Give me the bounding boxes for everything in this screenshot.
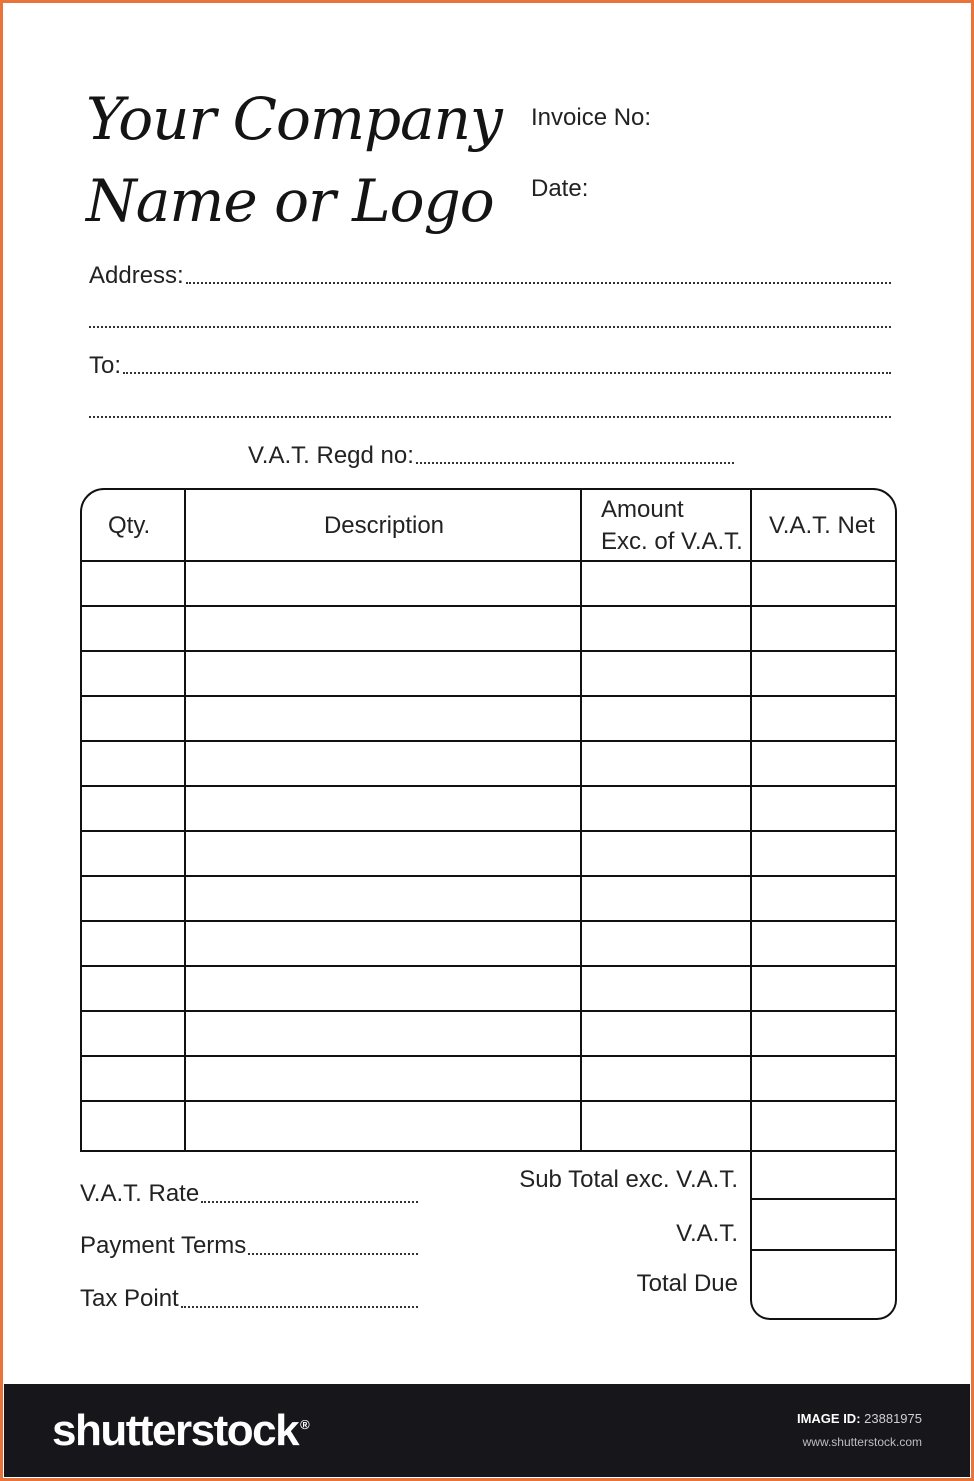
table-row-line xyxy=(82,920,895,922)
brand-text: shutterstock xyxy=(52,1406,299,1455)
table-row-line xyxy=(82,1055,895,1057)
header-bottom-line xyxy=(82,560,895,562)
to-dotted-line-2 xyxy=(89,416,891,418)
payment-terms-dotted-line xyxy=(248,1253,418,1255)
logo-line-2: Name or Logo xyxy=(86,167,494,235)
shutterstock-logo xyxy=(52,1406,308,1456)
table-row-line xyxy=(82,695,895,697)
column-divider xyxy=(580,490,582,1150)
table-row-line xyxy=(82,650,895,652)
to-label: To: xyxy=(89,352,122,379)
to-dotted-line xyxy=(123,372,891,374)
header-amount xyxy=(582,490,752,562)
vat-regd-field xyxy=(248,442,734,470)
address-label: Address: xyxy=(89,262,184,289)
image-id-label: IMAGE ID: xyxy=(796,1411,861,1426)
table-row-line xyxy=(82,1100,895,1102)
header-description: Description xyxy=(323,512,445,539)
totals-divider xyxy=(752,1198,895,1200)
vat-total-label: V.A.T. xyxy=(676,1220,738,1247)
invoice-no-label: Invoice No: xyxy=(531,104,652,131)
vat-rate-dotted-line xyxy=(201,1201,418,1203)
invoice-items-table xyxy=(80,488,897,1152)
vat-rate-label: V.A.T. Rate xyxy=(80,1180,200,1207)
header-amount-line-1: Amount xyxy=(601,496,684,523)
subtotal-label: Sub Total exc. V.A.T. xyxy=(519,1166,738,1193)
logo-line-1: Your Company xyxy=(86,85,502,153)
table-row-line xyxy=(82,875,895,877)
address-field xyxy=(89,262,891,290)
company-logo-placeholder xyxy=(86,78,502,242)
table-row-line xyxy=(82,965,895,967)
totals-box xyxy=(750,1150,897,1320)
header-qty: Qty. xyxy=(108,512,151,539)
table-row-line xyxy=(82,1010,895,1012)
tax-point-dotted-line xyxy=(181,1306,418,1308)
header-amount-line-2: Exc. of V.A.T. xyxy=(601,528,743,555)
image-id xyxy=(797,1411,922,1426)
column-divider xyxy=(750,490,752,1150)
registered-icon: ® xyxy=(300,1417,309,1433)
table-row-line xyxy=(82,740,895,742)
payment-terms-field xyxy=(80,1232,418,1260)
vat-regd-label: V.A.T. Regd no: xyxy=(248,442,414,469)
total-due-label: Total Due xyxy=(636,1270,738,1297)
watermark-banner xyxy=(4,1384,970,1477)
to-field-line-2 xyxy=(89,396,891,424)
table-row-line xyxy=(82,830,895,832)
totals-divider xyxy=(752,1249,895,1251)
tax-point-field xyxy=(80,1285,418,1313)
payment-terms-label: Payment Terms xyxy=(80,1232,247,1259)
header-vat-net: V.A.T. Net xyxy=(769,512,875,539)
watermark-url: www.shutterstock.com xyxy=(802,1435,922,1449)
address-dotted-line-2 xyxy=(89,326,891,328)
tax-point-label: Tax Point xyxy=(80,1285,179,1312)
vat-regd-dotted-line xyxy=(416,462,734,464)
vat-rate-field xyxy=(80,1180,418,1208)
to-field xyxy=(89,352,891,380)
date-label: Date: xyxy=(531,175,589,202)
address-dotted-line xyxy=(186,282,891,284)
table-row-line xyxy=(82,605,895,607)
address-field-line-2 xyxy=(89,306,891,334)
table-row-line xyxy=(82,785,895,787)
column-divider xyxy=(184,490,186,1150)
image-id-value: 23881975 xyxy=(864,1411,922,1426)
